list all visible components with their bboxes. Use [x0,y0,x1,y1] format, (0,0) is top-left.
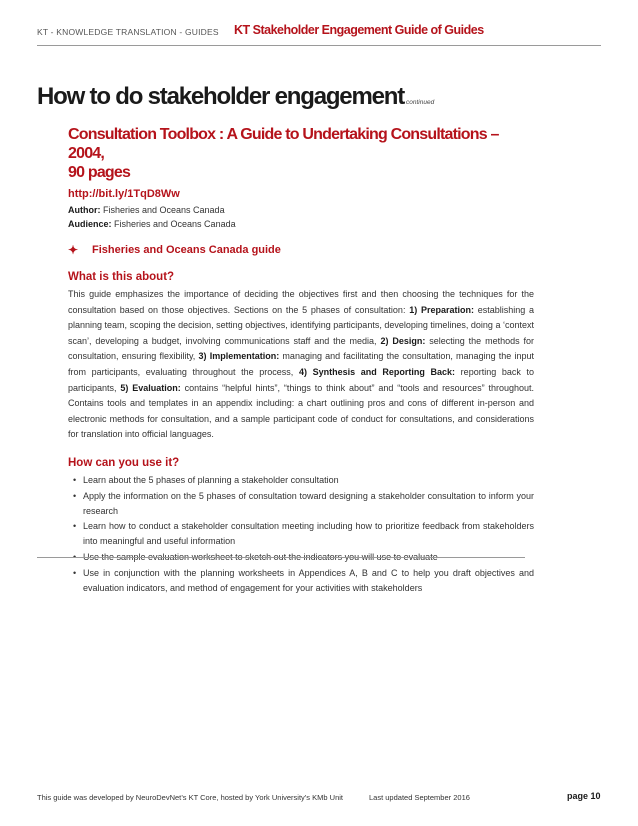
list-item: • Use the sample evaluation worksheet to sketch out the indicators you will use to evaluate [68,550,534,565]
list-item: • Learn how to conduct a stakeholder consultation meeting including how to prioritize feedback from stakeholders into meaningful and useful information [68,519,534,549]
use-list [68,473,534,595]
author-label: Author: [68,205,101,215]
page-title-continued: continued [406,99,435,106]
guide-type [68,243,534,257]
audience-line [68,219,534,229]
author-value: Fisheries and Oceans Canada [100,205,225,215]
resource-entry [68,125,534,596]
resource-title [68,125,534,182]
content-divider [37,557,525,558]
use-heading: How can you use it? [68,456,180,469]
about-paragraph: This guide emphasizes the importance of deciding the objectives first and then choosing the techniques for the consultation based on those objectives. Sections on the 5 phases of consultation: 1) Preparation: establishing a planning team, scoping the decision, setting objectives, identifying participants, developing timelines, doing a ‘context scan’, developing a budget, involving communications staff and the media, 2) Design: selecting the methods for consultation, ensuring flexibility, 3) Implementation: managing and facilitating the consultation, managing the input from participants, evaluating throughout the process, 4) Synthesis and Reporting Back: reporting back to participants, 5) Evaluation: contains “helpful hints”, “things to think about” and “tools and resources” throughout. Contains tools and templates in an appendix including: a chart outlining pros and cons of different in-person and electronic methods for consultation, and a sample participant code of conduct for consultations, and considerations for translation into official languages. [68,289,535,440]
footer-credit: This guide was developed by NeuroDevNet’s KT Core, hosted by York University’s KMb Unit [37,793,343,802]
plus-icon: ✦ [68,243,79,257]
audience-label: Audience: [68,219,112,229]
list-item: • Apply the information on the 5 phases of consultation toward designing a stakeholder consultation to inform your research [68,489,534,519]
page-number: page 10 [567,791,601,801]
list-item: • Learn about the 5 phases of planning a stakeholder consultation [68,473,534,488]
page-title [37,83,434,111]
resource-link[interactable]: http://bit.ly/1TqD8Ww [68,188,180,200]
resource-title-line1: Consultation Toolbox : A Guide to Undertaking Consultations – 2004, [68,126,499,162]
page-title-main: How to do stakeholder engagement [37,83,404,110]
audience-value: Fisheries and Oceans Canada [111,219,236,229]
author-line [68,205,534,215]
footer-updated: Last updated September 2016 [369,793,470,802]
resource-title-line2: 90 pages [68,164,131,181]
guide-type-label: Fisheries and Oceans Canada guide [92,244,281,256]
list-item: • Use in conjunction with the planning worksheets in Appendices A, B and C to help you draft objectives and evaluation indicators, and method of engagement for your activities with stakeholders [68,566,534,596]
header-divider [37,45,601,46]
header-section-label: KT - KNOWLEDGE TRANSLATION - GUIDES [37,27,219,37]
about-heading: What is this about? [68,271,175,283]
header-guide-title: KT Stakeholder Engagement Guide of Guides [234,23,484,37]
